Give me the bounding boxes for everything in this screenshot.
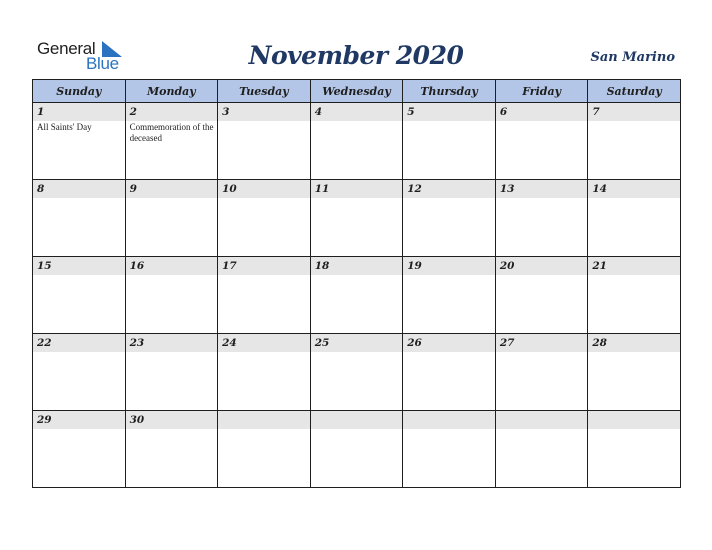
day-number <box>311 411 403 429</box>
holiday-label: Commemoration of the deceased <box>129 122 214 143</box>
weekday-header: Monday <box>125 80 218 103</box>
week-row <box>33 334 681 411</box>
day-cell <box>125 257 218 334</box>
country-name: San Marino <box>590 50 675 65</box>
day-number: 8 <box>33 180 125 198</box>
day-cell-empty <box>495 411 588 488</box>
day-number: 1 <box>33 103 125 121</box>
day-number: 6 <box>496 103 588 121</box>
day-number: 28 <box>588 334 680 352</box>
week-row <box>33 180 681 257</box>
day-cell <box>310 334 403 411</box>
day-cell <box>125 180 218 257</box>
day-cell <box>403 180 496 257</box>
day-number: 27 <box>496 334 588 352</box>
day-cell-empty <box>403 411 496 488</box>
day-cell-empty <box>218 411 311 488</box>
day-number: 19 <box>403 257 495 275</box>
day-cell <box>310 180 403 257</box>
day-cell <box>33 257 126 334</box>
day-number: 24 <box>218 334 310 352</box>
day-number: 25 <box>311 334 403 352</box>
day-cell <box>33 334 126 411</box>
day-number: 9 <box>126 180 218 198</box>
day-number <box>496 411 588 429</box>
calendar-grid <box>32 79 681 488</box>
day-cell <box>218 180 311 257</box>
weekday-header: Friday <box>495 80 588 103</box>
week-row <box>33 103 681 180</box>
day-number: 22 <box>33 334 125 352</box>
day-cell <box>125 103 218 180</box>
day-cell <box>495 180 588 257</box>
week-row <box>33 411 681 488</box>
logo-word-general: General <box>37 39 96 58</box>
day-cell <box>218 103 311 180</box>
day-cell <box>403 257 496 334</box>
day-cell <box>125 334 218 411</box>
day-cell <box>495 103 588 180</box>
day-cell <box>33 411 126 488</box>
weekday-header-row <box>33 80 681 103</box>
week-row <box>33 257 681 334</box>
weekday-header: Thursday <box>403 80 496 103</box>
day-cell <box>588 334 681 411</box>
day-cell <box>588 257 681 334</box>
day-number: 4 <box>311 103 403 121</box>
day-cell <box>33 103 126 180</box>
day-number <box>218 411 310 429</box>
day-cell <box>218 257 311 334</box>
day-number: 20 <box>496 257 588 275</box>
day-cell <box>125 411 218 488</box>
day-number: 26 <box>403 334 495 352</box>
day-number: 3 <box>218 103 310 121</box>
day-number: 16 <box>126 257 218 275</box>
day-number: 5 <box>403 103 495 121</box>
weekday-header: Saturday <box>588 80 681 103</box>
weekday-header: Tuesday <box>218 80 311 103</box>
day-number: 29 <box>33 411 125 429</box>
day-number: 23 <box>126 334 218 352</box>
day-cell <box>588 103 681 180</box>
day-cell-empty <box>588 411 681 488</box>
day-number: 12 <box>403 180 495 198</box>
holiday-label: All Saints' Day <box>37 122 92 132</box>
day-number: 11 <box>311 180 403 198</box>
day-number: 2 <box>126 103 218 121</box>
day-cell <box>310 257 403 334</box>
day-number: 13 <box>496 180 588 198</box>
day-number <box>403 411 495 429</box>
day-number: 14 <box>588 180 680 198</box>
day-number: 18 <box>311 257 403 275</box>
weekday-header: Sunday <box>33 80 126 103</box>
day-cell <box>33 180 126 257</box>
day-cell <box>403 103 496 180</box>
day-number: 21 <box>588 257 680 275</box>
day-cell <box>588 180 681 257</box>
day-cell <box>403 334 496 411</box>
day-cell <box>218 334 311 411</box>
day-number: 30 <box>126 411 218 429</box>
generalblue-logo <box>37 40 137 74</box>
weekday-header: Wednesday <box>310 80 403 103</box>
day-cell <box>495 257 588 334</box>
logo-word-blue: Blue <box>86 54 119 73</box>
day-cell-empty <box>310 411 403 488</box>
day-number: 17 <box>218 257 310 275</box>
month-title: November 2020 <box>248 41 464 70</box>
day-number: 7 <box>588 103 680 121</box>
day-number: 15 <box>33 257 125 275</box>
day-cell <box>495 334 588 411</box>
day-number <box>588 411 680 429</box>
day-cell <box>310 103 403 180</box>
day-number: 10 <box>218 180 310 198</box>
